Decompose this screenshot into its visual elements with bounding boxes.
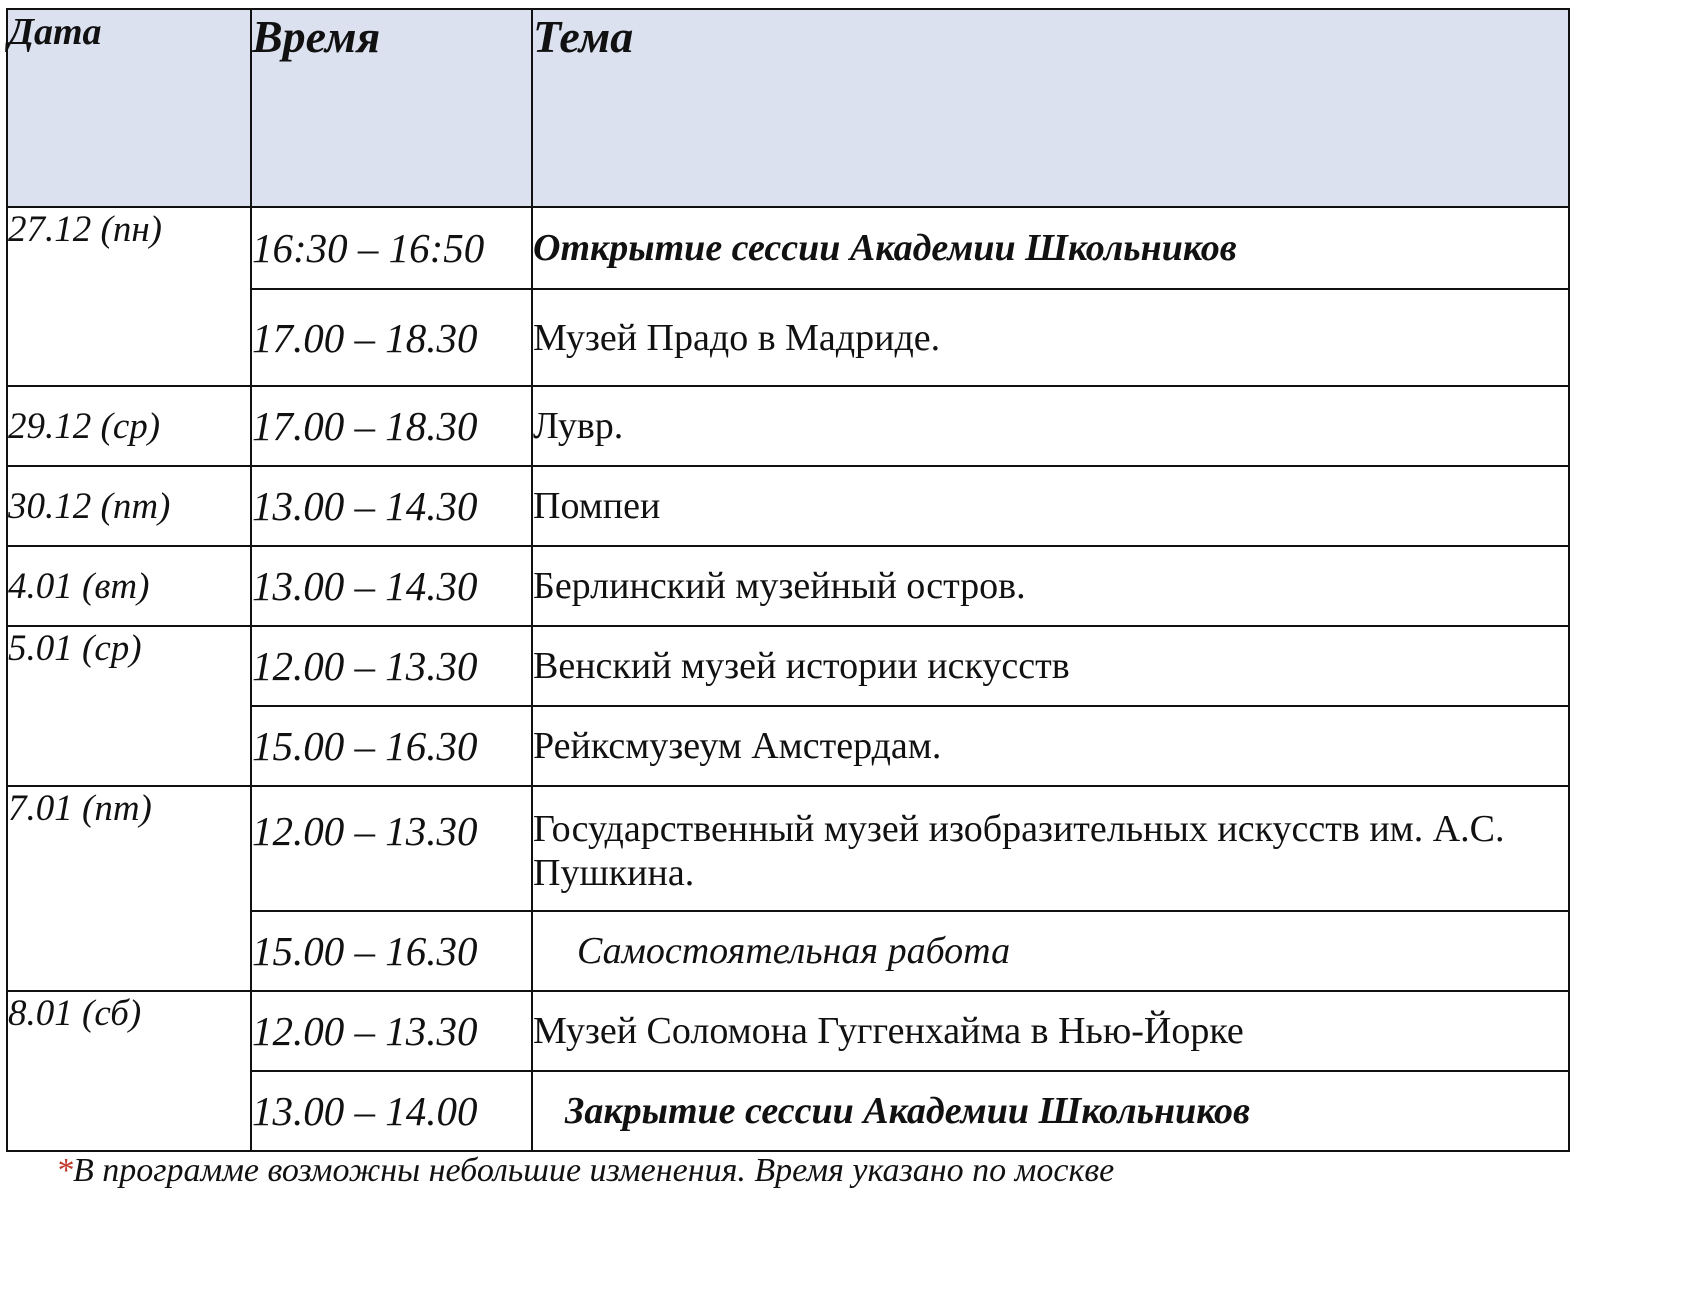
time-cell: 13.00 – 14.30 [251, 466, 532, 546]
date-cell: 7.01 (пт) [7, 786, 251, 991]
topic-cell: Помпеи [532, 466, 1569, 546]
date-cell: 30.12 (пт) [7, 466, 251, 546]
date-cell: 5.01 (ср) [7, 626, 251, 786]
topic-cell: Самостоятельная работа [532, 911, 1569, 991]
column-header-time: Время [251, 9, 532, 207]
topic-cell: Венский музей истории искусств [532, 626, 1569, 706]
time-cell: 16:30 – 16:50 [251, 207, 532, 289]
schedule-sheet [6, 8, 1570, 1152]
time-cell: 15.00 – 16.30 [251, 911, 532, 991]
date-cell: 29.12 (ср) [7, 386, 251, 466]
topic-cell: Берлинский музейный остров. [532, 546, 1569, 626]
date-cell: 8.01 (сб) [7, 991, 251, 1151]
topic-cell: Государственный музей изобразительных искусств им. А.С. Пушкина. [532, 786, 1569, 911]
time-cell: 12.00 – 13.30 [251, 991, 532, 1071]
schedule-table [6, 8, 1570, 1152]
table-row [7, 207, 1569, 289]
footnote-text: В программе возможны небольшие изменения. Время указано по москве [73, 1152, 1115, 1189]
topic-cell: Рейксмузеум Амстердам. [532, 706, 1569, 786]
footnote-asterisk: * [56, 1152, 73, 1189]
table-row [7, 386, 1569, 466]
table-row [7, 626, 1569, 706]
topic-cell: Открытие сессии Академии Школьников [532, 207, 1569, 289]
header-row [7, 9, 1569, 207]
time-cell: 15.00 – 16.30 [251, 706, 532, 786]
topic-cell: Лувр. [532, 386, 1569, 466]
topic-cell: Музей Прадо в Мадриде. [532, 289, 1569, 386]
time-cell: 12.00 – 13.30 [251, 786, 532, 911]
date-cell: 4.01 (вт) [7, 546, 251, 626]
time-cell: 17.00 – 18.30 [251, 289, 532, 386]
time-cell: 13.00 – 14.00 [251, 1071, 532, 1151]
table-row [7, 991, 1569, 1071]
table-row [7, 466, 1569, 546]
time-cell: 12.00 – 13.30 [251, 626, 532, 706]
table-row [7, 786, 1569, 911]
column-header-topic: Тема [532, 9, 1569, 207]
date-cell: 27.12 (пн) [7, 207, 251, 386]
table-row [7, 546, 1569, 626]
topic-cell: Музей Соломона Гуггенхайма в Нью-Йорке [532, 991, 1569, 1071]
time-cell: 17.00 – 18.30 [251, 386, 532, 466]
time-cell: 13.00 – 14.30 [251, 546, 532, 626]
topic-cell: Закрытие сессии Академии Школьников [532, 1071, 1569, 1151]
column-header-date: Дата [7, 9, 251, 207]
footnote [56, 1152, 1114, 1190]
